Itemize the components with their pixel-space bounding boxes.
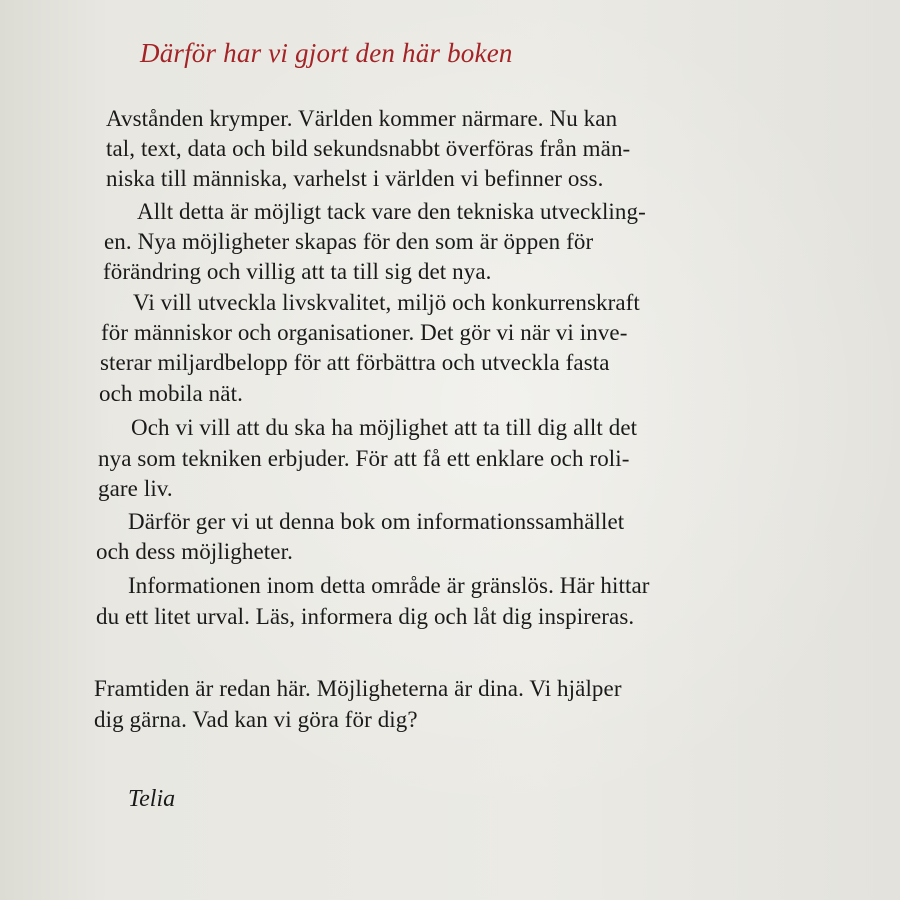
body-line: du ett litet urval. Läs, informera dig och låt dig inspireras. — [96, 604, 635, 629]
body-line: nya som tekniken erbjuder. För att få ett enklare och roli- — [98, 446, 630, 471]
body-line: förändring och villig att ta till sig det nya. — [103, 259, 492, 284]
body-line: Och vi vill att du ska ha möjlighet att ta till dig allt det — [131, 415, 638, 440]
body-line: Därför ger vi ut denna bok om informationssamhället — [128, 509, 625, 534]
body-line: för människor och organisationer. Det gör vi när vi inve- — [101, 320, 628, 345]
body-line: sterar miljardbelopp för att förbättra och utveckla fasta — [100, 350, 610, 375]
signature: Telia — [128, 786, 176, 812]
body-line: Avstånden krymper. Världen kommer närmare. Nu kan — [106, 106, 618, 131]
body-line: niska till människa, varhelst i världen vi befinner oss. — [106, 166, 604, 191]
body-line: dig gärna. Vad kan vi göra för dig? — [94, 707, 418, 732]
body-line: Framtiden är redan här. Möjligheterna är dina. Vi hjälper — [94, 676, 622, 701]
body-line: gare liv. — [98, 476, 173, 501]
body-line: Informationen inom detta område är gränslös. Här hittar — [128, 573, 650, 598]
body-line: tal, text, data och bild sekundsnabbt överföras från män- — [106, 136, 631, 161]
body-line: och mobila nät. — [99, 381, 243, 406]
body-line: Vi vill utveckla livskvalitet, miljö och konkurrenskraft — [133, 290, 640, 315]
body-line: Allt detta är möjligt tack vare den tekniska utveckling- — [137, 199, 646, 224]
page-heading: Därför har vi gjort den här boken — [140, 38, 513, 68]
body-line: en. Nya möjligheter skapas för den som är öppen för — [104, 229, 594, 254]
body-line: och dess möjligheter. — [96, 539, 293, 564]
